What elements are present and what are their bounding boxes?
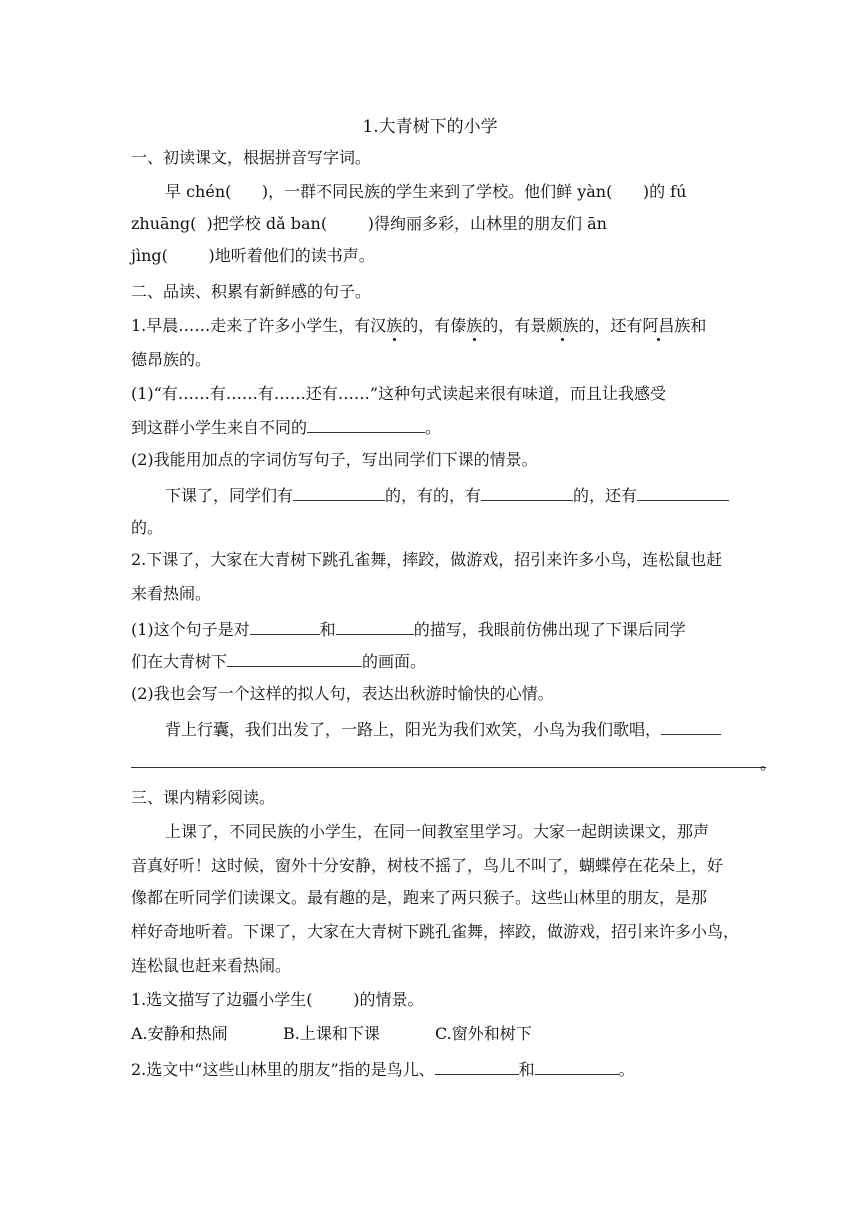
section2-q2-sub2: (2)我也会写一个这样的拟人句，表达出秋游时愉快的心情。 xyxy=(131,684,554,703)
answer-blank[interactable] xyxy=(293,484,385,501)
passage-line-1: 上课了，不同民族的小学生，在同一间教室里学习。大家一起朗读课文，那声 xyxy=(165,822,710,841)
fill-text-a: 下课了，同学们有 xyxy=(165,486,294,505)
section2-q1-sub1-line1: (1)“有……有……有……还有……”这种句式读起来很有味道，而且让我感受 xyxy=(131,384,667,403)
answer-blank[interactable] xyxy=(250,618,320,635)
dotted-phrase-1: 有汉族的， xyxy=(354,316,435,335)
section2-q1-line1 xyxy=(131,316,731,338)
option-a[interactable]: A.安静和热闹 xyxy=(131,1024,228,1043)
answer-line-end: 。 xyxy=(760,754,777,773)
passage-line-5: 连松鼠也赶来看热闹。 xyxy=(131,956,292,975)
section2-q1-sub2-fill xyxy=(165,484,731,506)
section2-q2-sub1-line1 xyxy=(131,618,731,640)
section1-line3 xyxy=(131,246,731,268)
section1-line2 xyxy=(131,214,731,236)
section3-q2 xyxy=(131,1058,731,1080)
section1-line2-text: zhuāng( )把学校 dǎ ban( )得绚丽多彩，山林里的朋友们 ān xyxy=(131,214,607,233)
q1-sub1-text: 到这群小学生来自不同的 xyxy=(131,418,308,437)
section2-q2-sub1-line2 xyxy=(131,650,731,672)
dotted-phrase-4: 还有阿昌族和 xyxy=(610,316,707,335)
answer-blank[interactable] xyxy=(637,484,729,501)
q2-sub1-a: (1)这个句子是对 xyxy=(131,620,250,639)
fill-text-c: 的，还有 xyxy=(573,486,638,505)
section3-q1-text: 1.选文描写了边疆小学生( )的情景。 xyxy=(131,990,424,1009)
section2-q2-sub2-fill xyxy=(165,718,731,740)
section1-line3-text: jìng( )地听着他们的读书声。 xyxy=(131,246,375,265)
section3-q2-end: 。 xyxy=(618,1060,635,1079)
dotted-phrase-2: 有傣族的， xyxy=(434,316,515,335)
answer-blank[interactable] xyxy=(481,484,573,501)
section1-line1 xyxy=(165,182,731,204)
dotted-phrase-3: 有景颇族的， xyxy=(514,316,611,335)
section3-q1-options xyxy=(131,1024,731,1046)
section2-q1-sub1-line2 xyxy=(131,416,731,438)
q2-sub1-c: 的描写，我眼前仿佛出现了下课后同学 xyxy=(413,620,686,639)
section2-q1-line2: 德昂族的。 xyxy=(131,350,212,369)
option-c[interactable]: C.窗外和树下 xyxy=(435,1024,532,1043)
section3-heading: 三、课内精彩阅读。 xyxy=(131,788,276,807)
section2-q1-sub2-end: 的。 xyxy=(131,518,164,537)
section3-q2-a: 2.选文中“这些山林里的朋友”指的是鸟儿、 xyxy=(131,1060,435,1079)
section2-q2-line1: 2.下课了，大家在大青树下跳孔雀舞，摔跤，做游戏，招引来许多小鸟，连松鼠也赶 xyxy=(131,550,723,569)
section1-heading: 一、初读课文，根据拼音写字词。 xyxy=(131,148,372,167)
q1-sub1-end: 。 xyxy=(425,418,442,437)
q2-sub1-line2-a: 们在大青树下 xyxy=(131,652,228,671)
page-title: 1.大青树下的小学 xyxy=(362,117,498,137)
q1-sentence-start: 1.早晨……走来了许多小学生， xyxy=(131,316,355,335)
passage-line-2: 音真好听！这时候，窗外十分安静，树枝不摇了，鸟儿不叫了，蝴蝶停在花朵上，好 xyxy=(131,856,724,875)
passage-line-4: 样好奇地听着。下课了，大家在大青树下跳孔雀舞，摔跤，做游戏，招引来许多小鸟， xyxy=(131,922,740,941)
fill-text-b: 的，有的，有 xyxy=(385,486,482,505)
answer-blank[interactable] xyxy=(336,618,414,635)
section2-q2-line2: 来看热闹。 xyxy=(131,584,212,603)
q2-sub2-text: 背上行囊，我们出发了，一路上，阳光为我们欢笑，小鸟为我们歌唱， xyxy=(165,720,662,739)
answer-blank[interactable] xyxy=(227,650,362,667)
passage-line-3: 像都在听同学们读课文。最有趣的是，跑来了两只猴子。这些山林里的朋友，是那 xyxy=(131,888,708,907)
answer-line[interactable] xyxy=(131,766,766,768)
answer-blank[interactable] xyxy=(535,1058,619,1075)
q2-sub1-b: 和 xyxy=(319,620,336,639)
section3-q2-b: 和 xyxy=(518,1060,535,1079)
section3-q1 xyxy=(131,990,731,1012)
q2-sub1-line2-b: 的画面。 xyxy=(362,652,427,671)
section1-line1-text: 早 chén( )，一群不同民族的学生来到了学校。他们鲜 yàn( )的 fú xyxy=(165,182,687,201)
answer-blank[interactable] xyxy=(435,1058,519,1075)
answer-blank[interactable] xyxy=(307,416,425,433)
option-b[interactable]: B.上课和下课 xyxy=(283,1024,380,1043)
section2-heading: 二、品读、积累有新鲜感的句子。 xyxy=(131,282,372,301)
answer-blank[interactable] xyxy=(661,718,721,735)
section2-q1-sub2: (2)我能用加点的字词仿写句子，写出同学们下课的情景。 xyxy=(131,450,538,469)
